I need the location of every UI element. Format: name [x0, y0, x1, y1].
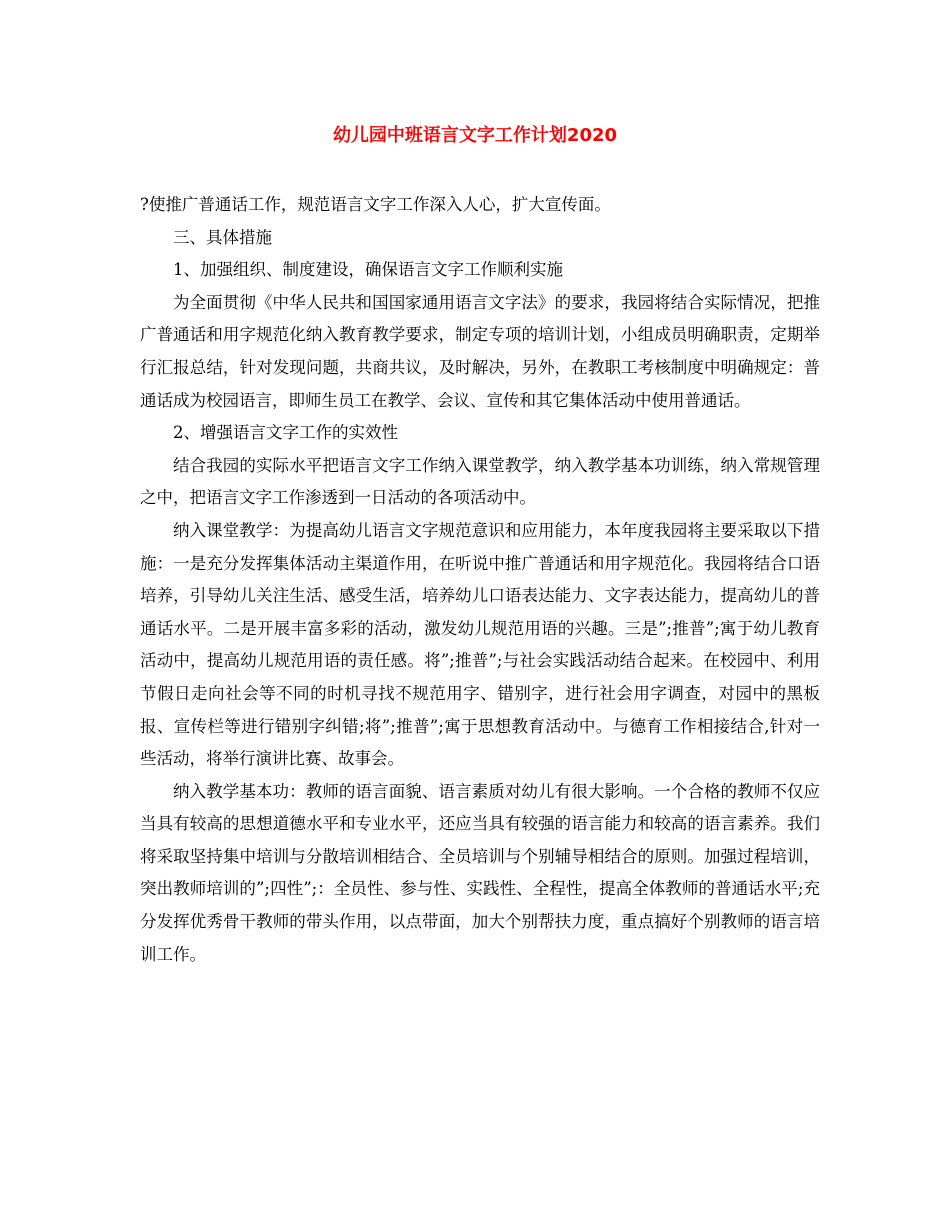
section-heading-measures: 三、具体措施 [173, 227, 272, 247]
paragraph-integration: 结合我园的实际水平把语言文字工作纳入课堂教学，纳入教学基本功训练，纳入常规管理之中，把语言文字工作渗透到一日活动的各项活动中。 [140, 455, 820, 508]
subheading-organization: 1、加强组织、制度建设，确保语言文字工作顺利实施 [173, 260, 563, 280]
document-body [140, 189, 820, 971]
paragraph-classroom-teaching: 纳入课堂教学：为提高幼儿语言文字规范意识和应用能力，本年度我园将主要采取以下措施：一是充分发挥集体活动主渠道作用，在听说中推广普通话和用字规范化。我园将结合口语培养，引导幼儿关注生活、感受生活，培养幼儿口语表达能力、文字表达能力，提高幼儿的普通话水平。二是开展丰富多彩的活动，激发幼儿规范用语的兴趣。三是”;推普”;寓于幼儿教育活动中，提高幼儿规范用语的责任感。将”;推普”;与社会实践活动结合起来。在校园中、利用节假日走向社会等不同的时机寻找不规范用字、错别字，进行社会用字调查，对园中的黑板报、宣传栏等进行错别字纠错;将”;推普”;寓于思想教育活动中。与德育工作相接结合,针对一些活动，将举行演讲比赛、故事会。 [140, 520, 820, 769]
paragraph-implementation: 为全面贯彻《中华人民共和国国家通用语言文字法》的要求，我园将结合实际情况，把推广普通话和用字规范化纳入教育教学要求，制定专项的培训计划，小组成员明确职责，定期举行汇报总结，针对发现问题，共商共议，及时解决，另外，在教职工考核制度中明确规定：普通话成为校园语言，即师生员工在教学、会议、宣传和其它集体活动中使用普通话。 [140, 292, 820, 410]
paragraph-teaching-skills: 纳入教学基本功：教师的语言面貌、语言素质对幼儿有很大影响。一个合格的教师不仅应当具有较高的思想道德水平和专业水平，还应当具有较强的语言能力和较高的语言素养。我们将采取坚持集中培训与分散培训相结合、全员培训与个别辅导相结合的原则。加强过程培训，突出教师培训的”;四性”;：全员性、参与性、实践性、全程性，提高全体教师的普通话水平;充分发挥优秀骨干教师的带头作用，以点带面，加大个别帮扶力度，重点搞好个别教师的语言培训工作。 [140, 781, 820, 964]
document-title: 幼儿园中班语言文字工作计划2020 [332, 125, 618, 146]
subheading-effectiveness: 2、增强语言文字工作的实效性 [173, 423, 398, 443]
paragraph-continuation: ?使推广普通话工作，规范语言文字工作深入人心，扩大宣传面。 [140, 195, 611, 214]
